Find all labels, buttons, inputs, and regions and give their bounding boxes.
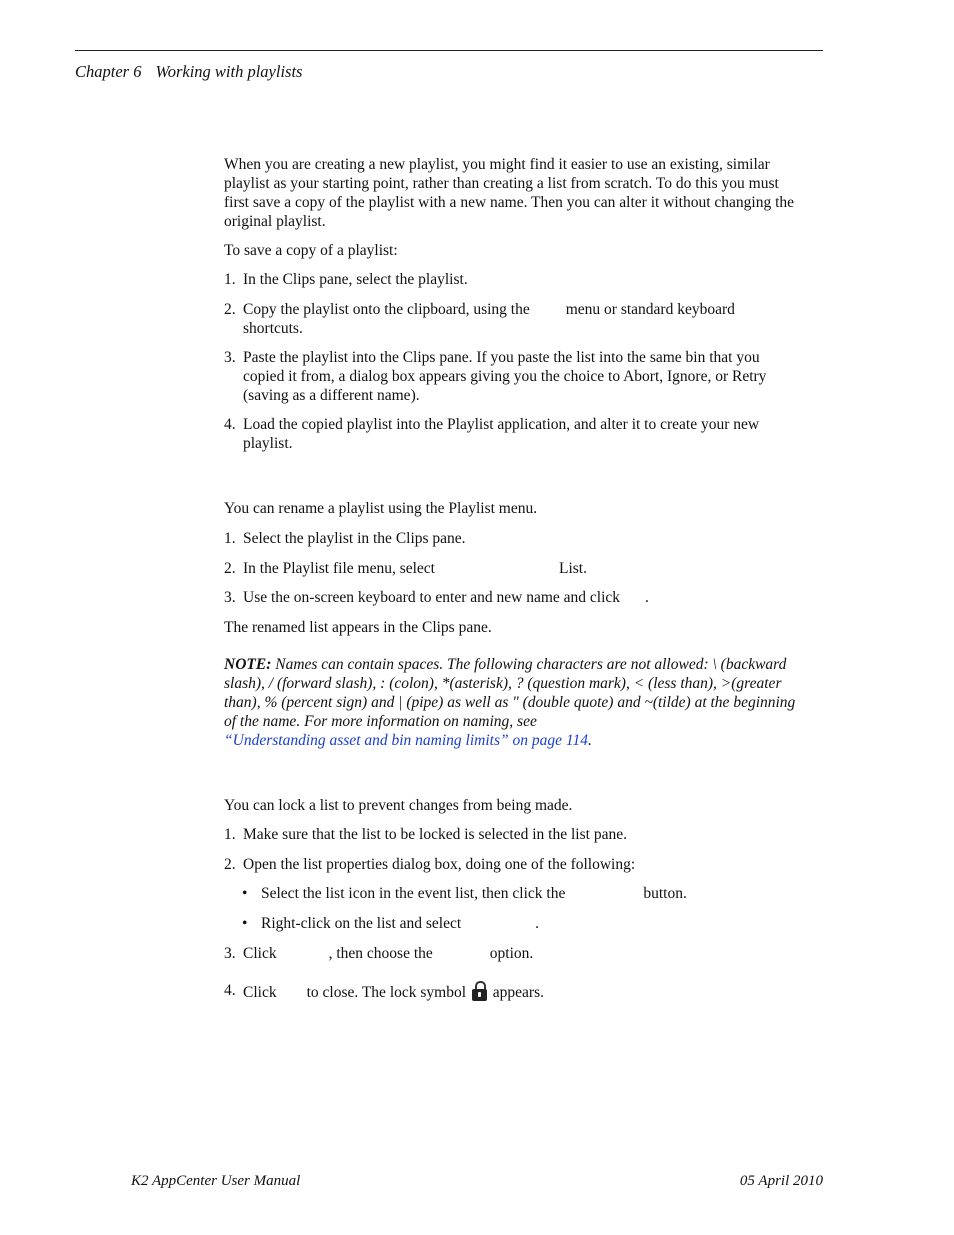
step-text: Select the playlist in the Clips pane. [243,530,466,547]
step-text: to close. The lock symbol [306,984,467,1001]
step-text: menu or standard keyboard [565,301,735,318]
footer-manual-title: K2 AppCenter User Manual [131,1173,301,1189]
step-text: shortcuts. [243,320,303,337]
note-text: Names can contain spaces. The following characters are not allowed: \ (backward slash), / (forward slash), : (colon), *(asterisk), ? (question mark), < (less than), >(greater than), % (percent sign) and | (pipe) as well as " (double quote) and ~(tilde) at the beginning of the name. For more information on naming, see [224,656,796,730]
chapter-number: Chapter 6 [75,62,142,81]
bullet-dot: • [242,885,248,902]
step-text: Use the on-screen keyboard to enter and new name and click [243,589,621,606]
step-text: . [645,589,649,606]
step-number: 2. [224,856,236,873]
step-text: In the Playlist file menu, select [243,560,435,577]
lock-icon [472,981,487,1001]
bullet-text: Right-click on the list and select [261,915,462,932]
copy-intro: When you are creating a new playlist, you might find it easier to use an existing, similar playlist as your starting point, rather than creating a list from scratch. To do this you must first save a copy of the playlist with a new name. Then you can alter it without changing the original playlist. [224,156,795,230]
step-number: 1. [224,271,236,288]
step-number: 4. [224,416,236,433]
step-number: 2. [224,301,236,318]
step-text: Make sure that the list to be locked is selected in the list pane. [243,826,627,843]
step-text: appears. [492,984,544,1001]
step-text: Load the copied playlist into the Playlist application, and alter it to create your new playlist. [243,416,760,452]
running-header [75,62,302,82]
step-number: 3. [224,945,236,962]
step-number: 1. [224,826,236,843]
copy-lead: To save a copy of a playlist: [224,242,398,259]
note-end: . [587,732,592,749]
bullet-text: Select the list icon in the event list, then click the [261,885,566,902]
step-text: List. [558,560,587,577]
footer-date: 05 April 2010 [739,1173,823,1189]
step-text: Click [243,984,277,1001]
step-text: option. [489,945,534,962]
step-text: Open the list properties dialog box, doing one of the following: [243,856,636,873]
step-number: 1. [224,530,236,547]
step-text: Paste the playlist into the Clips pane. If you paste the list into the same bin that you copied it from, a dialog box appears giving you the choice to Abort, Ignore, or Retry (saving as a different name). [243,349,767,404]
step-text: Copy the playlist onto the clipboard, using the [243,301,530,318]
bullet-dot: • [242,915,248,932]
note-label: NOTE: [224,656,272,673]
step-text: In the Clips pane, select the playlist. [243,271,468,288]
naming-note [224,655,804,750]
step-number: 3. [224,589,236,606]
header-rule [75,50,823,51]
lock-intro: You can lock a list to prevent changes from being made. [224,797,573,814]
bullet-text: . [535,915,540,932]
rename-intro: You can rename a playlist using the Playlist menu. [224,500,538,517]
bullet-text: button. [643,885,687,902]
chapter-title: Working with playlists [155,62,303,81]
step-number: 4. [224,982,236,999]
naming-limits-link[interactable]: “Understanding asset and bin naming limits” on page 114 [224,732,588,749]
step-text: Click [243,945,277,962]
step-number: 2. [224,560,236,577]
rename-result: The renamed list appears in the Clips pane. [224,619,492,636]
step-text: , then choose the [328,945,433,962]
step-number: 3. [224,349,236,366]
